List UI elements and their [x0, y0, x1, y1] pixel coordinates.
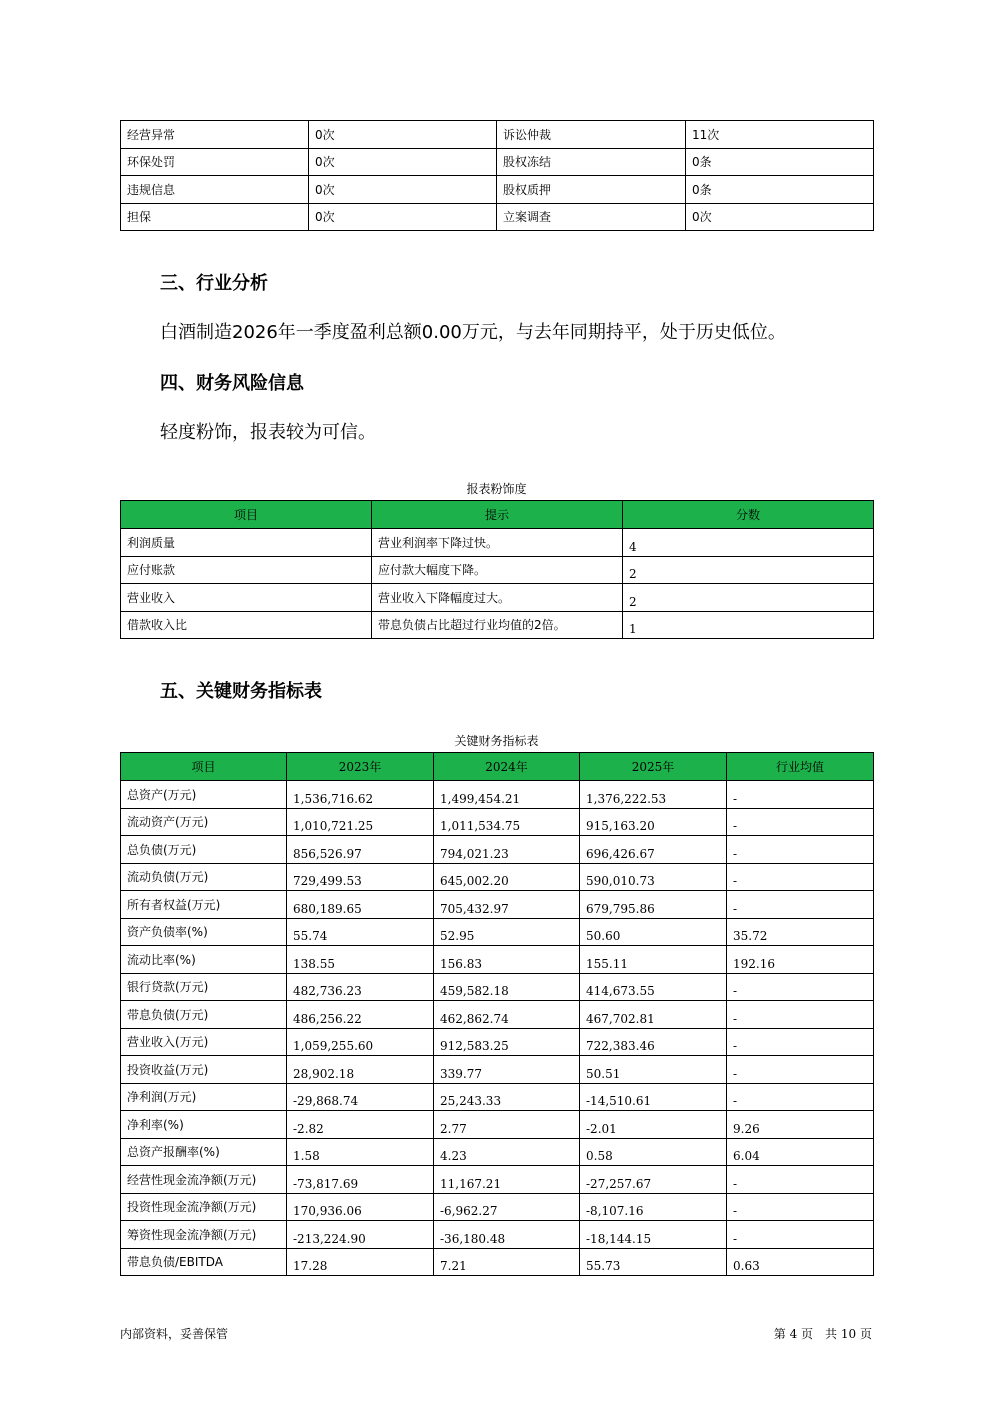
column-header: 提示 [372, 501, 623, 529]
metrics-table-header-row [121, 753, 874, 781]
metric-value: 55.74 [287, 918, 434, 946]
metric-value: 138.55 [287, 946, 434, 974]
risk-item-value: 0次 [309, 176, 497, 204]
table-row [121, 891, 874, 919]
metric-value: - [727, 1028, 874, 1056]
column-header: 2023年 [287, 753, 434, 781]
table-row [121, 121, 874, 149]
metric-value: 0.58 [580, 1138, 727, 1166]
risk-item-value: 0次 [309, 148, 497, 176]
metric-value: 192.16 [727, 946, 874, 974]
table-row [121, 1083, 874, 1111]
metric-value: 50.60 [580, 918, 727, 946]
fraud-degree-table [120, 500, 874, 639]
table-row [121, 529, 874, 557]
metric-value: 856,526.97 [287, 836, 434, 864]
metric-value: 28,902.18 [287, 1056, 434, 1084]
metric-value: -6,962.27 [434, 1193, 580, 1221]
metric-value: 467,702.81 [580, 1001, 727, 1029]
metric-value: -36,180.48 [434, 1221, 580, 1249]
metric-value: 696,426.67 [580, 836, 727, 864]
table-row [121, 1138, 874, 1166]
metric-value: 170,936.06 [287, 1193, 434, 1221]
table-row [121, 918, 874, 946]
metric-value: 55.73 [580, 1248, 727, 1276]
metric-value: 4.23 [434, 1138, 580, 1166]
table-row [121, 1001, 874, 1029]
metric-value: 482,736.23 [287, 973, 434, 1001]
metric-value: 794,021.23 [434, 836, 580, 864]
table-row [121, 148, 874, 176]
page-total: 10 [840, 1327, 857, 1341]
metric-value: - [727, 1221, 874, 1249]
risk-item-label: 诉讼仲裁 [497, 121, 686, 149]
column-header: 项目 [121, 753, 287, 781]
metric-label: 总负债(万元) [121, 836, 287, 864]
metric-label: 带息负债(万元) [121, 1001, 287, 1029]
metric-label: 所有者权益(万元) [121, 891, 287, 919]
fraud-score: 1 [623, 611, 874, 639]
metric-value: 680,189.65 [287, 891, 434, 919]
metric-value: -213,224.90 [287, 1221, 434, 1249]
table-row [121, 611, 874, 639]
fraud-hint: 带息负债占比超过行业均值的2倍。 [372, 611, 623, 639]
table-row [121, 808, 874, 836]
table-row [121, 584, 874, 612]
fraud-table-body [121, 529, 874, 639]
section-heading-industry: 三、行业分析 [160, 273, 268, 294]
table-row [121, 1056, 874, 1084]
column-header: 行业均值 [727, 753, 874, 781]
risk-item-value: 0次 [686, 203, 874, 231]
metric-value: - [727, 1083, 874, 1111]
column-header: 2025年 [580, 753, 727, 781]
risk-item-label: 环保处罚 [121, 148, 309, 176]
metric-value: -27,257.67 [580, 1166, 727, 1194]
page-prefix: 第 [773, 1327, 786, 1341]
metric-value: 1,536,716.62 [287, 781, 434, 809]
metric-value: -29,868.74 [287, 1083, 434, 1111]
metric-value: 339.77 [434, 1056, 580, 1084]
metric-label: 流动比率(%) [121, 946, 287, 974]
table-row [121, 946, 874, 974]
table-row [121, 1221, 874, 1249]
metric-label: 流动负债(万元) [121, 863, 287, 891]
metric-value: 486,256.22 [287, 1001, 434, 1029]
metric-value: 11,167.21 [434, 1166, 580, 1194]
metric-value: 52.95 [434, 918, 580, 946]
fraud-score: 2 [623, 556, 874, 584]
table-row [121, 1028, 874, 1056]
metric-value: -2.01 [580, 1111, 727, 1139]
metric-value: 414,673.55 [580, 973, 727, 1001]
metric-value: - [727, 1001, 874, 1029]
metric-value: 679,795.86 [580, 891, 727, 919]
metric-value: 1,011,534.75 [434, 808, 580, 836]
risk-item-label: 立案调查 [497, 203, 686, 231]
column-header: 分数 [623, 501, 874, 529]
metric-value: 1,499,454.21 [434, 781, 580, 809]
fraud-table-caption: 报表粉饰度 [466, 482, 527, 496]
metric-label: 资产负债率(%) [121, 918, 287, 946]
page-mid: 页 共 [801, 1327, 838, 1341]
metric-value: -8,107.16 [580, 1193, 727, 1221]
metrics-table-caption: 关键财务指标表 [454, 734, 539, 748]
fraud-hint: 应付款大幅度下降。 [372, 556, 623, 584]
metric-value: 35.72 [727, 918, 874, 946]
risk-item-value: 0条 [686, 148, 874, 176]
metric-label: 银行贷款(万元) [121, 973, 287, 1001]
risk-item-value: 0条 [686, 176, 874, 204]
risk-item-value: 11次 [686, 121, 874, 149]
table-row [121, 1166, 874, 1194]
page-suffix: 页 [859, 1327, 872, 1341]
risk-item-label: 股权冻结 [497, 148, 686, 176]
table-row [121, 176, 874, 204]
risk-item-value: 0次 [309, 203, 497, 231]
risk-item-label: 经营异常 [121, 121, 309, 149]
metric-value: 462,862.74 [434, 1001, 580, 1029]
table-row [121, 203, 874, 231]
page-current: 4 [789, 1327, 798, 1341]
metric-value: 1.58 [287, 1138, 434, 1166]
metric-value: 25,243.33 [434, 1083, 580, 1111]
metric-value: 50.51 [580, 1056, 727, 1084]
section-heading-key-metrics: 五、关键财务指标表 [160, 681, 322, 702]
fraud-item: 应付账款 [121, 556, 372, 584]
metric-value: 156.83 [434, 946, 580, 974]
table-row [121, 1248, 874, 1276]
section-heading-financial-risk: 四、财务风险信息 [160, 373, 304, 394]
risk-item-label: 股权质押 [497, 176, 686, 204]
metric-label: 流动资产(万元) [121, 808, 287, 836]
metric-value: 705,432.97 [434, 891, 580, 919]
table-row [121, 973, 874, 1001]
metric-value: - [727, 1193, 874, 1221]
metric-label: 经营性现金流净额(万元) [121, 1166, 287, 1194]
risk-summary-body [121, 121, 874, 231]
metric-value: - [727, 808, 874, 836]
risk-item-value: 0次 [309, 121, 497, 149]
metric-value: - [727, 1056, 874, 1084]
metric-label: 投资收益(万元) [121, 1056, 287, 1084]
metric-value: - [727, 891, 874, 919]
risk-summary-table [120, 120, 874, 231]
metric-value: 645,002.20 [434, 863, 580, 891]
metric-value: -2.82 [287, 1111, 434, 1139]
metric-label: 筹资性现金流净额(万元) [121, 1221, 287, 1249]
metric-value: 9.26 [727, 1111, 874, 1139]
metric-value: 459,582.18 [434, 973, 580, 1001]
metric-value: 1,010,721.25 [287, 808, 434, 836]
metric-label: 投资性现金流净额(万元) [121, 1193, 287, 1221]
fraud-score: 4 [623, 529, 874, 557]
metric-value: 915,163.20 [580, 808, 727, 836]
metrics-table-body [121, 781, 874, 1276]
metric-label: 总资产(万元) [121, 781, 287, 809]
metric-value: 2.77 [434, 1111, 580, 1139]
metric-value: 1,376,222.53 [580, 781, 727, 809]
fraud-table-header-row [121, 501, 874, 529]
table-row [121, 781, 874, 809]
metric-value: 729,499.53 [287, 863, 434, 891]
metric-label: 净利率(%) [121, 1111, 287, 1139]
table-row [121, 556, 874, 584]
metric-value: 912,583.25 [434, 1028, 580, 1056]
metric-value: - [727, 973, 874, 1001]
table-row [121, 836, 874, 864]
metric-value: - [727, 781, 874, 809]
key-metrics-table [120, 752, 874, 1276]
metric-value: 7.21 [434, 1248, 580, 1276]
metric-value: -73,817.69 [287, 1166, 434, 1194]
footer-confidential-note: 内部资料，妥善保管 [120, 1327, 229, 1341]
industry-analysis-text: 白酒制造2026年一季度盈利总额0.00万元，与去年同期持平，处于历史低位。 [160, 322, 786, 343]
risk-item-label: 担保 [121, 203, 309, 231]
table-row [121, 1111, 874, 1139]
metric-value: -18,144.15 [580, 1221, 727, 1249]
metric-value: 17.28 [287, 1248, 434, 1276]
metric-label: 带息负债/EBITDA [121, 1248, 287, 1276]
table-row [121, 863, 874, 891]
metric-value: 155.11 [580, 946, 727, 974]
footer-page-number [774, 1325, 872, 1342]
metric-value: 590,010.73 [580, 863, 727, 891]
metric-label: 净利润(万元) [121, 1083, 287, 1111]
fraud-hint: 营业利润率下降过快。 [372, 529, 623, 557]
metric-label: 总资产报酬率(%) [121, 1138, 287, 1166]
column-header: 2024年 [434, 753, 580, 781]
table-row [121, 1193, 874, 1221]
metric-value: 1,059,255.60 [287, 1028, 434, 1056]
metric-value: 722,383.46 [580, 1028, 727, 1056]
fraud-hint: 营业收入下降幅度过大。 [372, 584, 623, 612]
fraud-score: 2 [623, 584, 874, 612]
fraud-item: 营业收入 [121, 584, 372, 612]
fraud-item: 利润质量 [121, 529, 372, 557]
column-header: 项目 [121, 501, 372, 529]
metric-value: - [727, 1166, 874, 1194]
financial-risk-text: 轻度粉饰，报表较为可信。 [160, 422, 376, 443]
metric-value: 0.63 [727, 1248, 874, 1276]
risk-item-label: 违规信息 [121, 176, 309, 204]
metric-label: 营业收入(万元) [121, 1028, 287, 1056]
metric-value: -14,510.61 [580, 1083, 727, 1111]
metric-value: 6.04 [727, 1138, 874, 1166]
fraud-item: 借款收入比 [121, 611, 372, 639]
metric-value: - [727, 863, 874, 891]
metric-value: - [727, 836, 874, 864]
